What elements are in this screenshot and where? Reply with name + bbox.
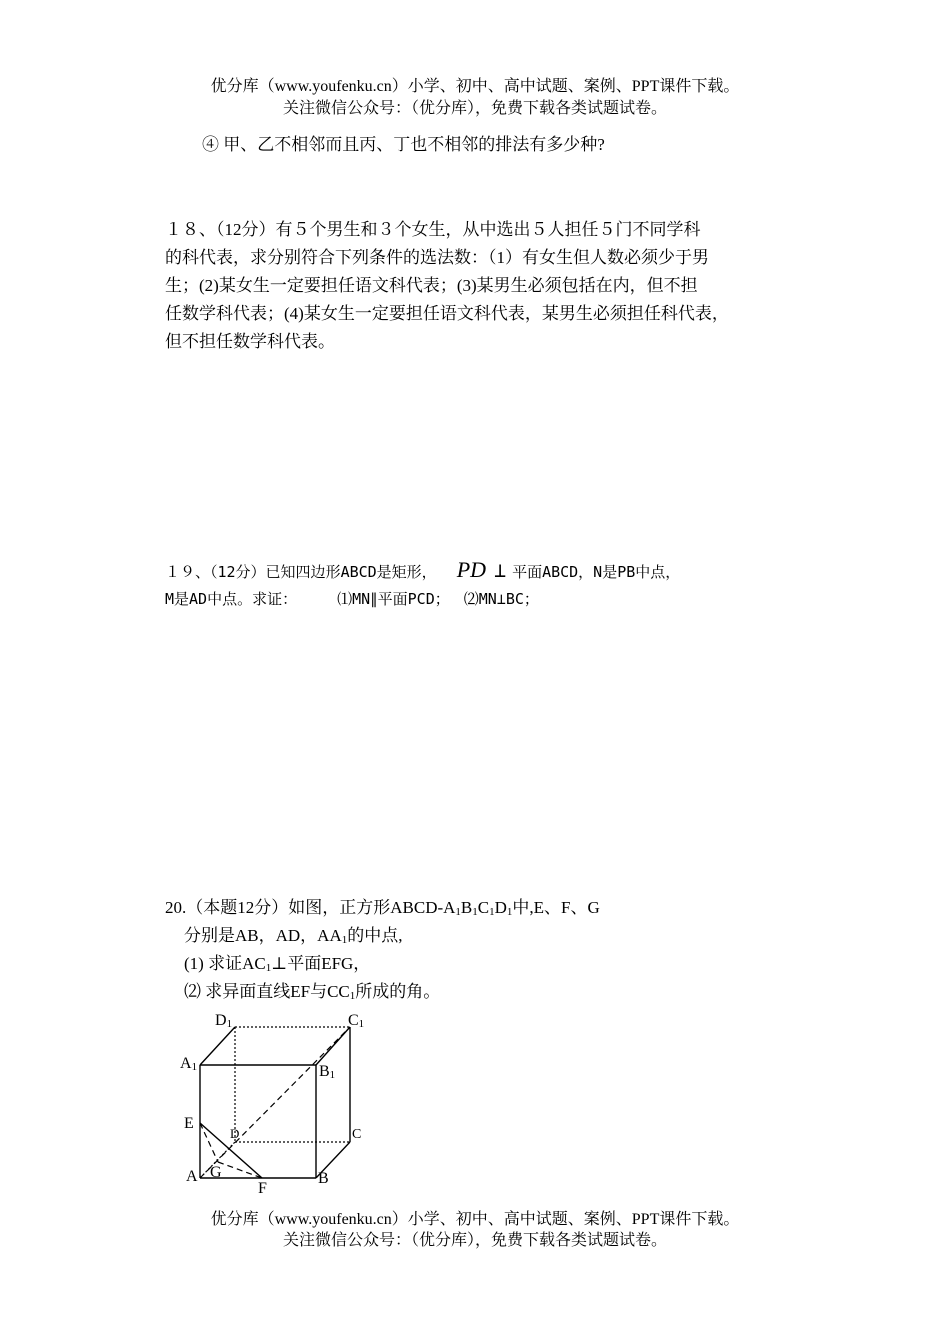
q20-sub: 1 — [472, 906, 478, 918]
label-d1: $D_1$ — [215, 1012, 233, 1030]
question-19-prefix: １９、（12分）已知四边形ABCD是矩形， — [165, 563, 437, 581]
question-20-line-3 — [184, 950, 370, 978]
label-c: C — [352, 1127, 362, 1142]
label-f: F — [258, 1180, 267, 1197]
q20-text-c: C — [477, 898, 490, 917]
question-19-line-2 — [165, 587, 539, 611]
question-18-line-3: 生；(2)某女生一定要担任语文科代表；(3)某男生必须包括在内，但不担 — [165, 276, 698, 295]
q20-l2-a: 分别是AB，AD，AA — [184, 926, 342, 945]
question-20-line-2 — [184, 922, 402, 950]
question-19-part-1: ⑴MN∥平面PCD； — [337, 590, 450, 608]
q20-sub: 1 — [489, 906, 495, 918]
question-20-line-1 — [165, 894, 600, 922]
label-a: A — [186, 1168, 198, 1185]
question-18-line-1: １８、（12分）有５个男生和３个女生，从中选出５人担任５门不同学科 — [165, 220, 701, 239]
question-18 — [165, 216, 805, 356]
label-b: B — [318, 1170, 329, 1187]
question-19-suffix: 平面ABCD，N是PB中点， — [512, 563, 681, 581]
q20-text-a: 20.（本题12分）如图，正方形ABCD-A — [165, 898, 456, 917]
question-20-line-4 — [184, 978, 440, 1006]
question-17-part-4: ④ 甲、乙不相邻而且丙、丁也不相邻的排法有多少种? — [202, 135, 605, 154]
footer-line-2: 关注微信公众号：（优分库），免费下载各类试题试卷。 — [282, 1232, 667, 1249]
q20-sub: 1 — [455, 906, 461, 918]
q20-text-b: B — [460, 898, 473, 917]
edge-c-b — [316, 1142, 350, 1178]
q20-l3-b: ⊥平面EFG， — [271, 954, 371, 973]
label-a1: $A_1$ — [180, 1055, 198, 1073]
label-b1: $B_1$ — [319, 1063, 336, 1081]
pd-expression: PD — [456, 557, 487, 582]
edge-a-d — [200, 1142, 235, 1178]
label-c1: $C_1$ — [348, 1012, 365, 1030]
edge-b1-c1 — [316, 1027, 350, 1065]
question-19-part-2: ⑵MN⊥BC； — [463, 590, 539, 608]
label-d: D — [230, 1126, 240, 1141]
question-19-line-1 — [165, 556, 680, 586]
q20-l4-a: ⑵ 求异面直线EF与CC — [184, 982, 350, 1001]
q20-l3-a: (1) 求证AC — [184, 954, 266, 973]
question-18-line-5: 但不担任数学科代表。 — [165, 332, 335, 351]
header-line-2: 关注微信公众号：（优分库），免费下载各类试题试卷。 — [282, 100, 667, 117]
q20-l2-b: 的中点, — [347, 926, 403, 945]
perpendicular-symbol: ⊥ — [494, 558, 507, 582]
question-18-line-4: 任数学科代表；(4)某女生一定要担任语文科代表，某男生必须担任科代表， — [165, 304, 729, 323]
q20-sub: 1 — [265, 962, 272, 974]
segment-e-g — [200, 1123, 218, 1162]
label-g: G — [210, 1164, 222, 1181]
footer-line-1: 优分库（www.youfenku.cn）小学、初中、高中试题、案例、PPT课件下载。 — [210, 1211, 740, 1228]
q20-sub: 1 — [341, 934, 348, 946]
q20-sub: 1 — [506, 906, 513, 918]
question-19-given: M是AD中点。求证： — [165, 590, 298, 608]
segment-g-f — [218, 1162, 262, 1178]
question-18-line-2: 的科代表，求分别符合下列条件的选法数：（1）有女生但人数必须少于男 — [165, 248, 709, 267]
q20-l4-b: 所成的角。 — [355, 982, 441, 1001]
edge-a1-d1 — [200, 1027, 235, 1065]
segment-e-f — [200, 1123, 262, 1178]
q20-text-e: 中,E、F、G — [512, 898, 600, 917]
label-e: E — [184, 1115, 194, 1132]
header-line-1: 优分库（www.youfenku.cn）小学、初中、高中试题、案例、PPT课件下载。 — [210, 78, 740, 95]
q20-sub: 1 — [349, 990, 356, 1002]
q20-text-d: D — [494, 898, 507, 917]
diagonal-a-c1 — [200, 1027, 350, 1178]
